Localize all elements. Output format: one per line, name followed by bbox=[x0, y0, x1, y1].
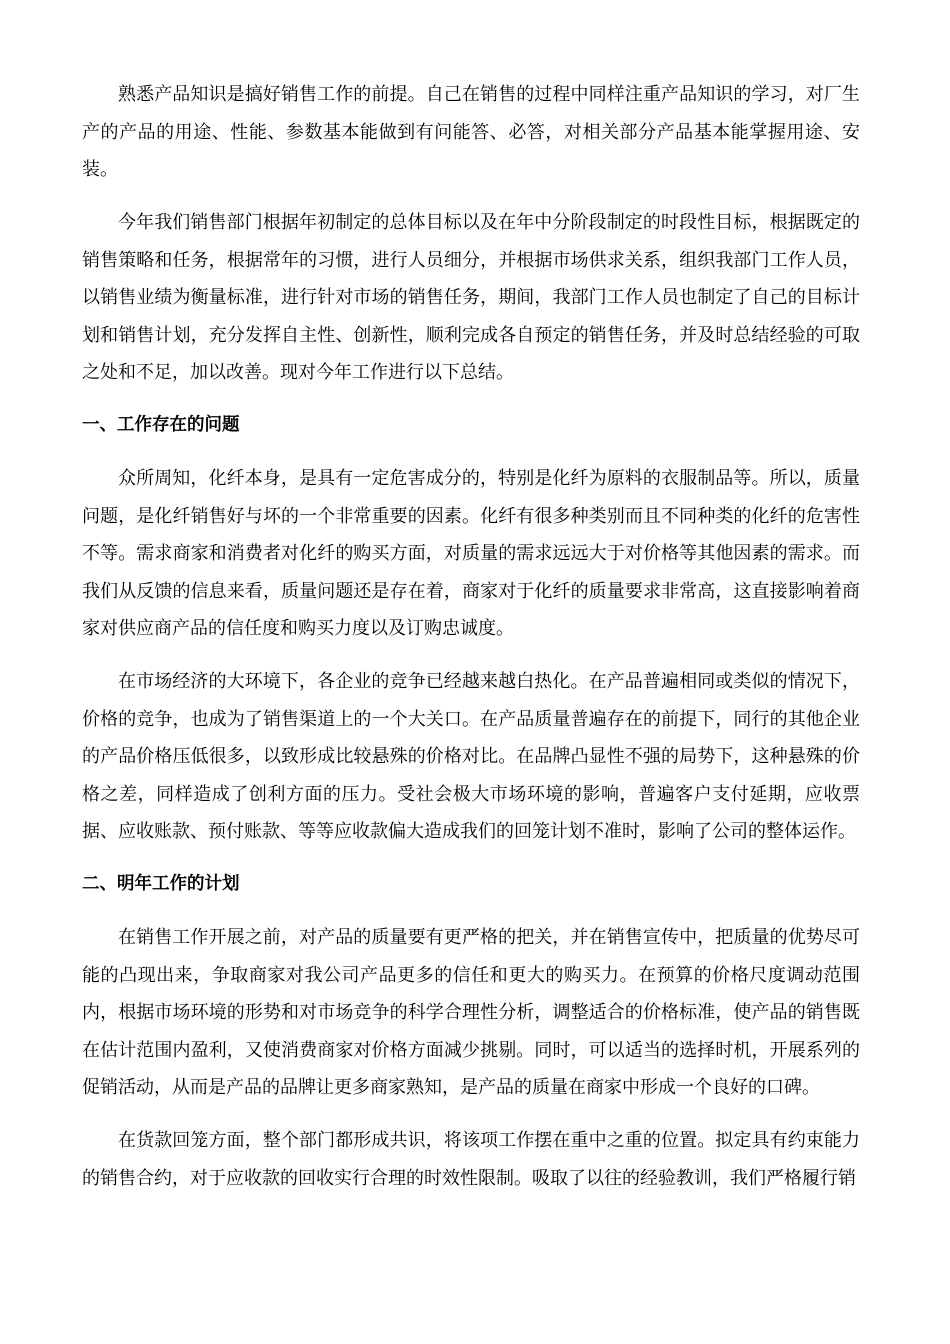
document-body bbox=[82, 76, 860, 1213]
heading-next-year-plan: 二、明年工作的计划 bbox=[82, 874, 240, 894]
heading-existing-problems: 一、工作存在的问题 bbox=[82, 415, 240, 435]
paragraph-quality-control-plan: 在销售工作开展之前，对产品的质量要有更严格的把关，并在销售宣传中，把质量的优势尽可能的凸现出来，争取商家对我公司产品更多的信任和更大的购买力。在预算的价格尺度调动范围内，根据市场环境的形势和对市场竞争的科学合理性分析，调整适合的价格标准，使产品的销售既在估计范围内盈利，又使消费商家对价格方面减少挑剔。同时，可以适当的选择时机，开展系列的促销活动，从而是产品的品牌让更多商家熟知，是产品的质量在商家中形成一个良好的口碑。 bbox=[82, 927, 860, 1098]
paragraph-annual-goals: 今年我们销售部门根据年初制定的总体目标以及在年中分阶段制定的时段性目标，根据既定的销售策略和任务，根据常年的习惯，进行人员细分，并根据市场供求关系，组织我部门工作人员，以销售业绩为衡量标准，进行针对市场的销售任务，期间，我部门工作人员也制定了自己的目标计划和销售计划，充分发挥自主性、创新性，顺利完成各自预定的销售任务，并及时总结经验的可取之处和不足，加以改善。现对今年工作进行以下总结。 bbox=[82, 212, 860, 383]
paragraph-quality-issue: 众所周知，化纤本身，是具有一定危害成分的，特别是化纤为原料的衣服制品等。所以，质量问题，是化纤销售好与坏的一个非常重要的因素。化纤有很多种类别而且不同种类的化纤的危害性不等。需求商家和消费者对化纤的购买方面，对质量的需求远远大于对价格等其他因素的需求。而我们从反馈的信息来看，质量问题还是存在着，商家对于化纤的质量要求非常高，这直接影响着商家对供应商产品的信任度和购买力度以及订购忠诚度。 bbox=[82, 468, 860, 639]
paragraph-price-competition: 在市场经济的大环境下，各企业的竞争已经越来越白热化。在产品普遍相同或类似的情况下，价格的竞争，也成为了销售渠道上的一个大关口。在产品质量普遍存在的前提下，同行的其他企业的产品价格压低很多，以致形成比较悬殊的价格对比。在品牌凸显性不强的局势下，这种悬殊的价格之差，同样造成了创利方面的压力。受社会极大市场环境的影响，普遍客户支付延期，应收票据、应收账款、预付账款、等等应收款偏大造成我们的回笼计划不准时，影响了公司的整体运作。 bbox=[82, 671, 860, 842]
paragraph-payment-collection: 在货款回笼方面，整个部门都形成共识，将该项工作摆在重中之重的位置。拟定具有约束能力的销售合约，对于应收款的回收实行合理的时效性限制。吸取了以往的经验教训，我们严格履行销 bbox=[82, 1130, 860, 1189]
paragraph-product-knowledge: 熟悉产品知识是搞好销售工作的前提。自己在销售的过程中同样注重产品知识的学习，对厂生产的产品的用途、性能、参数基本能做到有问能答、必答，对相关部分产品基本能掌握用途、安装。 bbox=[82, 84, 860, 180]
